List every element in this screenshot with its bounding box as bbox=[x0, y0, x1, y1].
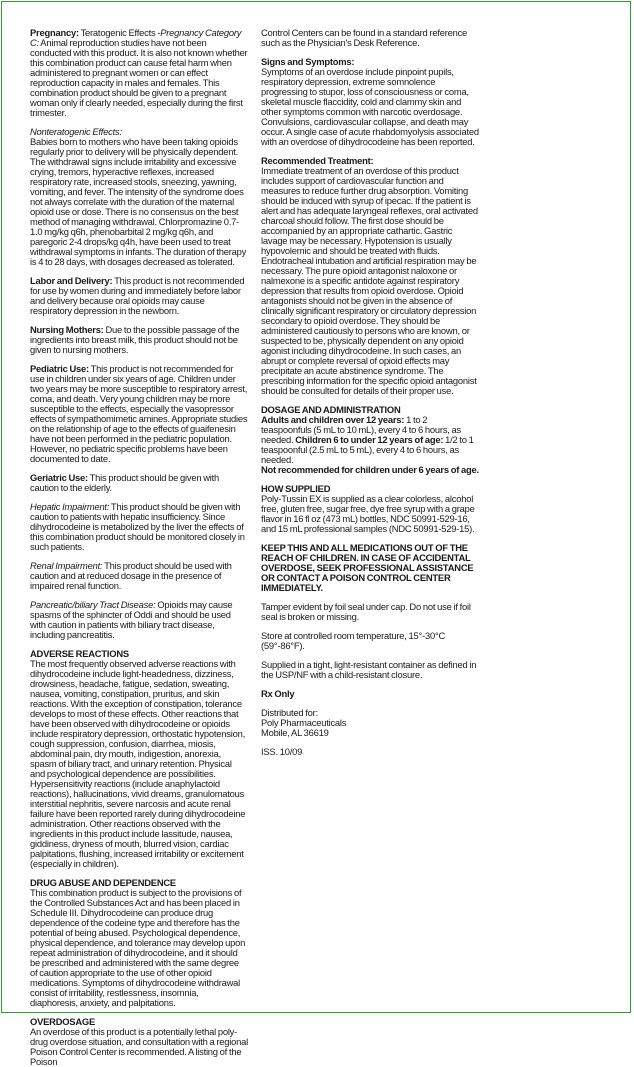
renal-section bbox=[30, 561, 248, 591]
signs-heading: Signs and Symptoms: bbox=[261, 56, 355, 67]
hepatic-text: This product should be given with caution to patients with hepatic insufficiency. Since dihydrocodeine is metabolized by the liver the effects of this combination product should be monitored closely in such patients. bbox=[30, 501, 245, 552]
distributor-city: Mobile, AL 36619 bbox=[261, 727, 329, 738]
pancreatic-label: Pancreatic/biliary Tract Disease: bbox=[30, 599, 156, 610]
pediatric-section bbox=[30, 364, 248, 464]
tamper-notice: Tamper evident by foil seal under cap. Do not use if foil seal is broken or missing. bbox=[261, 601, 471, 622]
pregnancy-text-2: Animal reproduction studies have not been conducted with this product. It is also not known whether this combination product can cause fetal harm when administered to pregnant women or can effect reproduction capacity in males and females. This combination product should be given to a pregnant woman only if clearly needed, especially during the first trimester. bbox=[30, 37, 248, 118]
pregnancy-label: Pregnancy: bbox=[30, 27, 79, 38]
right-column bbox=[261, 28, 479, 766]
labor-label: Labor and Delivery: bbox=[30, 275, 113, 286]
nursing-text: Due to the possible passage of the ingredients into breast milk, this product should not be given to nursing mothers. bbox=[30, 324, 240, 355]
hepatic-label: Hepatic Impairment: bbox=[30, 501, 110, 512]
drug-abuse-text: This combination product is subject to the provisions of the Controlled Substances Act and has been placed in Schedule III. Dihydrocodeine can produce drug dependence of the codeine type and therefore has the potential of being abused. Psychological dependence, physical dependence, and tolerance may develop upon repeat administration of dihydrocodeine, and it should be prescribed and administered with the same degree of caution appropriate to the use of other opioid medications. Symptoms of dihydrocodeine withdrawal consist of irritability, restlessness, insomnia, diaphoresis, anxiety, and palpitations. bbox=[30, 887, 246, 1008]
distributor-name: Poly Pharmaceuticals bbox=[261, 717, 347, 728]
labor-section bbox=[30, 276, 248, 316]
pregnancy-text-1: Teratogenic Effects - bbox=[78, 27, 161, 38]
nonteratogenic-section bbox=[30, 127, 248, 267]
issue-date: ISS. 10/09 bbox=[261, 746, 303, 757]
how-supplied-heading: HOW SUPPLIED bbox=[261, 483, 331, 494]
labor-text: This product is not recommended for use by women during and immediately before labor and delivery because oral opioids may cause respiratory depression in the newborn. bbox=[30, 275, 245, 316]
distributed-label: Distributed for: bbox=[261, 707, 318, 718]
hepatic-section bbox=[30, 502, 248, 552]
adverse-heading: ADVERSE REACTIONS bbox=[30, 648, 129, 659]
dosage-child-label: Children 6 to under 12 years of age: bbox=[295, 434, 444, 445]
label-page bbox=[1, 1, 631, 1067]
left-column bbox=[30, 28, 248, 1067]
geriatric-section bbox=[30, 473, 248, 493]
treatment-text: Immediate treatment of an overdose of this product includes support of cardiovascular function and measures to reduce further drug absorption. Vomiting should be induced with syrup of ipecac. If the patient is alert and has adequate laryngeal reflexes, oral activated charcoal should follow. The first dose should be accompanied by an appropriate cathartic. Gastric lavage may be necessary. Hypotension is usually hypovolemic and should be treated with fluids. Endotracheal intubation and artificial respiration may be necessary. The pure opioid antagonist naloxone or nalmexone is a specific antidote against respiratory depression that results from opioid overdose. Opioid antagonists should not be given in the absence of clinically significant respiratory or circulatory depression secondary to opioid overdose. They should be administered cautiously to persons who are known, or suspected to be, physically dependent on any opioid agonist including dihydrocodeine. In such cases, an abrupt or complete reversal of opioid effects may precipitate an acute abstinence syndrome. The prescribing information for the specific opioid antagonist should be consulted for details of their proper use. bbox=[261, 165, 478, 396]
geriatric-text: This product should be given with caution to the elderly. bbox=[30, 472, 220, 493]
how-supplied-section bbox=[261, 484, 479, 534]
overdosage-heading: OVERDOSAGE bbox=[30, 1016, 95, 1027]
pregnancy-category: Pregnancy Category C: bbox=[30, 27, 242, 48]
pregnancy-section bbox=[30, 28, 248, 118]
overdosage-section bbox=[30, 1017, 248, 1067]
treatment-section bbox=[261, 156, 479, 396]
nonteratogenic-text: Babies born to mothers who have been taking opioids regularly prior to delivery will be physically dependent. The withdrawal signs include irritability and excessive crying, tremors, hyperactive reflexes, increased respiratory rate, increased stools, sneezing, yawning, vomiting, and fever. The intensity of the syndrome does not always correlate with the duration of the maternal opioid use or dose. There is no consensus on the best method of managing withdrawal. Chlorpromazine 0.7-1.0 mg/kg q6h, phenobarbital 2 mg/kg q6h, and paregoric 2-4 drops/kg q4h, have been used to treat withdrawal symptoms in infants. The duration of therapy is 4 to 28 days, with dosages decreased as tolerated. bbox=[30, 136, 247, 267]
dosage-heading: DOSAGE AND ADMINISTRATION bbox=[261, 404, 401, 415]
storage-notice: Store at controlled room temperature, 15°-30°C (59°-86°F). bbox=[261, 630, 446, 651]
container-notice: Supplied in a tight, light-resistant container as defined in the USP/NF with a child-resistant closure. bbox=[261, 659, 477, 680]
signs-text: Symptoms of an overdose include pinpoint pupils, respiratory depression, extreme somnolence progressing to stupor, loss of consciousness or coma, skeletal muscle flaccidity, cold and clammy skin and other symptoms common with narcotic overdosage. Convulsions, cardiovascular collapse, and death may occur. A single case of acute rhabdomyolysis associated with an overdose of dihydrocodeine has been reported. bbox=[261, 66, 479, 147]
adverse-text: The most frequently observed adverse reactions with dihydrocodeine include light-headedness, dizziness, drowsiness, headache, fatigue, sedation, sweating, nausea, vomiting, constipation, pruritus, and skin reactions. With the exception of constipation, tolerance develops to most of these effects. Other reactions that have been observed with dihydrocodeine or opioids include respiratory depression, orthostatic hypotension, cough suppression, confusion, diarrhea, miosis, abdominal pain, dry mouth, indigestion, anorexia, spasm of biliary tract, and urinary retention. Physical and psychological dependence are possibilities. Hypersensitivity reactions (include anaphylactoid reactions), hallucinations, vivid dreams, granulomatous interstitial nephritis, severe narcosis and acute renal failure have been reported rarely during dihydrocodeine administration. Other reactions observed with the ingredients in this product include lassitude, nausea, giddiness, dryness of mouth, blurred vision, cardiac palpitations, flushing, increased irritability or excitement (especially in children). bbox=[30, 658, 246, 869]
how-supplied-text: Poly-Tussin EX is supplied as a clear colorless, alcohol free, gluten free, sugar free, dye free syrup with a grape flavor in 16 fl oz (473 mL) bottles, NDC 50991-529-16, and 15 mL professional samples (NDC 50991-529-15). bbox=[261, 493, 475, 534]
dosage-child-text: 1/2 to 1 teaspoonful (2.5 mL to 5 mL), every 4 to 6 hours, as needed. bbox=[261, 434, 474, 465]
treatment-heading: Recommended Treatment: bbox=[261, 155, 374, 166]
renal-label: Renal Impairment: bbox=[30, 560, 103, 571]
pediatric-text: This product is not recommended for use in children under six years of age. Children under two years may be more susceptible to respiratory arrest, coma, and death. Very young children may be more susceptible to the effects, especially the vasopressor effects of sympathomimetic amines. Appropriate studies on the relationship of age to the effects of guaifenesin have not been performed in the pediatric population. However, no pediatric specific problems have been documented to date. bbox=[30, 363, 248, 464]
dosage-adult-text: 1 to 2 teaspoonfuls (5 mL to 10 mL), every 4 to 6 hours, as needed. bbox=[261, 414, 462, 445]
nursing-label: Nursing Mothers: bbox=[30, 324, 104, 335]
pancreatic-text: Opioids may cause spasms of the sphincter of Oddi and should be used with caution in patients with biliary tract disease, including pancreatitis. bbox=[30, 599, 233, 640]
renal-text: This product should be used with caution and at reduced dosage in the presence of impaired renal function. bbox=[30, 560, 232, 591]
adverse-section bbox=[30, 649, 248, 869]
pediatric-label: Pediatric Use: bbox=[30, 363, 89, 374]
dosage-warning: Not recommended for children under 6 years of age. bbox=[261, 464, 479, 475]
distributor-block bbox=[261, 708, 479, 738]
drug-abuse-heading: DRUG ABUSE AND DEPENDENCE bbox=[30, 877, 176, 888]
pancreatic-section bbox=[30, 600, 248, 640]
geriatric-label: Geriatric Use: bbox=[30, 472, 88, 483]
signs-section bbox=[261, 57, 479, 147]
dosage-adult-label: Adults and children over 12 years: bbox=[261, 414, 405, 425]
overdosage-text: An overdose of this product is a potentially lethal poly-drug overdose situation, and consultation with a regional Poison Control Center is recommended. A listing of the Poison bbox=[30, 1026, 248, 1067]
keep-out-warning: KEEP THIS AND ALL MEDICATIONS OUT OF THE REACH OF CHILDREN. IN CASE OF ACCIDENTAL OVERDOSE, SEEK PROFESSIONAL ASSISTANCE OR CONTACT A POISON CONTROL CENTER IMMEDIATELY. bbox=[261, 542, 474, 593]
nursing-section bbox=[30, 325, 248, 355]
nonteratogenic-label: Nonteratogenic Effects: bbox=[30, 126, 122, 137]
dosage-section bbox=[261, 405, 479, 475]
overdosage-continued: Control Centers can be found in a standard reference such as the Physician's Desk Reference. bbox=[261, 27, 468, 48]
rx-only: Rx Only bbox=[261, 688, 295, 699]
drug-abuse-section bbox=[30, 878, 248, 1008]
